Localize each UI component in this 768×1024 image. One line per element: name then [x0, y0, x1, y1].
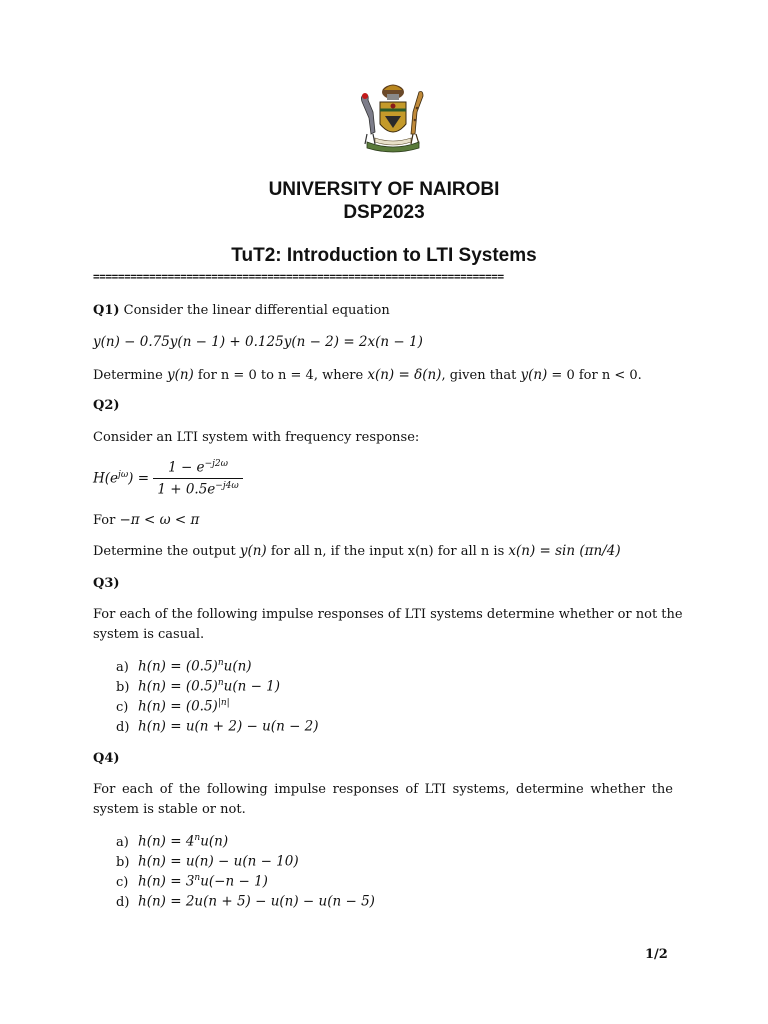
q2-lhs: H(e [93, 470, 119, 487]
q1-task-y2: y(n) [520, 367, 548, 383]
q2-num-text: 1 − e [168, 459, 205, 476]
q3-item-c [116, 698, 230, 715]
q3-item-c-sup: |n| [217, 698, 230, 708]
q4-item-d-expr: h(n) = 2u(n + 5) − u(n) − u(n − 5) [138, 893, 375, 910]
q3-item-b-sup: n [217, 678, 224, 688]
q4-label: Q4) [93, 751, 120, 766]
q1-intro-text: Consider the linear differential equation [119, 303, 390, 318]
q3-item-a-sup: n [217, 658, 224, 668]
q2-lhs-sup: jω [118, 469, 129, 480]
q3-item-a-label: a) [116, 659, 129, 675]
q1-task-mid2: , given that [441, 368, 521, 383]
q1-intro [93, 303, 390, 318]
q4-item-a [116, 833, 228, 850]
q3-item-c-expr: h(n) = (0.5) [138, 698, 218, 715]
q2-task-x: x(n) = sin (πn/4) [508, 543, 621, 559]
q2-task-prefix: Determine the output [93, 544, 240, 559]
q1-task-end: = 0 for n < 0. [547, 368, 642, 383]
q3-item-b-rest: u(n − 1) [223, 678, 281, 695]
q1-label: Q1) [93, 303, 120, 318]
q2-denominator [153, 479, 242, 498]
q3-item-d-label: d) [116, 719, 130, 735]
university-crest-logo [353, 82, 433, 154]
course-code: DSP2023 [343, 202, 425, 223]
q2-task [93, 543, 621, 559]
q1-equation: y(n) − 0.75y(n − 1) + 0.125y(n − 2) = 2x(n − 1) [93, 334, 423, 350]
q2-den-sup: −j4ω [215, 480, 239, 491]
q2-num-sup: −j2ω [204, 459, 228, 469]
title-divider: ================================================================== [93, 270, 504, 283]
q4-item-c-expr: h(n) = 3 [138, 873, 195, 890]
q3-item-b [116, 678, 280, 695]
q2-fraction [153, 459, 242, 497]
q3-item-d [116, 718, 319, 735]
q4-item-a-rest: u(n) [200, 833, 229, 850]
q4-item-d-label: d) [116, 894, 130, 910]
q4-intro-line2: system is stable or not. [93, 802, 246, 817]
q2-task-y: y(n) [239, 543, 267, 559]
q1-task-prefix: Determine [93, 368, 167, 383]
university-name: UNIVERSITY OF NAIROBI [268, 179, 500, 200]
q3-intro-line1: For each of the following impulse responses of LTI systems determine whether or not the [93, 607, 683, 622]
q2-range-prefix: For [93, 513, 120, 528]
q4-item-b-expr: h(n) = u(n) − u(n − 10) [138, 853, 299, 870]
q4-item-c-rest: u(−n − 1) [200, 873, 268, 890]
q1-task [93, 367, 642, 383]
q3-label: Q3) [93, 576, 120, 591]
q2-range-expr: −π < ω < π [119, 512, 200, 528]
q2-range [93, 512, 199, 528]
q4-item-d [116, 893, 375, 910]
q4-item-c-label: c) [116, 874, 129, 890]
q2-label: Q2) [93, 398, 120, 413]
q3-item-a-rest: u(n) [223, 658, 252, 675]
q3-item-a [116, 658, 252, 675]
q4-item-b [116, 853, 299, 870]
q3-item-b-label: b) [116, 679, 130, 695]
q3-item-d-expr: h(n) = u(n + 2) − u(n − 2) [138, 718, 319, 735]
q1-task-mid: for n = 0 to n = 4, where [193, 368, 368, 383]
document-title: TuT2: Introduction to LTI Systems [231, 245, 537, 266]
q3-item-b-expr: h(n) = (0.5) [138, 678, 218, 695]
q2-lhs-end: ) = [128, 470, 150, 487]
q2-numerator [153, 459, 242, 479]
q3-item-c-label: c) [116, 699, 129, 715]
q4-item-c-sup: n [194, 873, 201, 883]
q2-intro: Consider an LTI system with frequency response: [93, 430, 420, 445]
q4-item-a-sup: n [194, 833, 201, 843]
page-number: 1/2 [645, 947, 668, 962]
q4-item-b-label: b) [116, 854, 130, 870]
q2-den-text: 1 + 0.5e [157, 481, 216, 497]
q4-item-a-label: a) [116, 834, 129, 850]
q1-task-y: y(n) [166, 367, 194, 383]
q4-item-a-expr: h(n) = 4 [138, 833, 195, 850]
q1-task-x: x(n) = δ(n) [367, 367, 442, 383]
q2-task-mid: for all n, if the input x(n) for all n is [266, 544, 509, 559]
q4-item-c [116, 873, 268, 890]
q4-intro-line1: For each of the following impulse responses of LTI systems, determine whether the [93, 782, 673, 797]
q3-intro-line2: system is casual. [93, 627, 205, 642]
q2-frequency-response [93, 459, 243, 497]
q3-item-a-expr: h(n) = (0.5) [138, 658, 218, 675]
